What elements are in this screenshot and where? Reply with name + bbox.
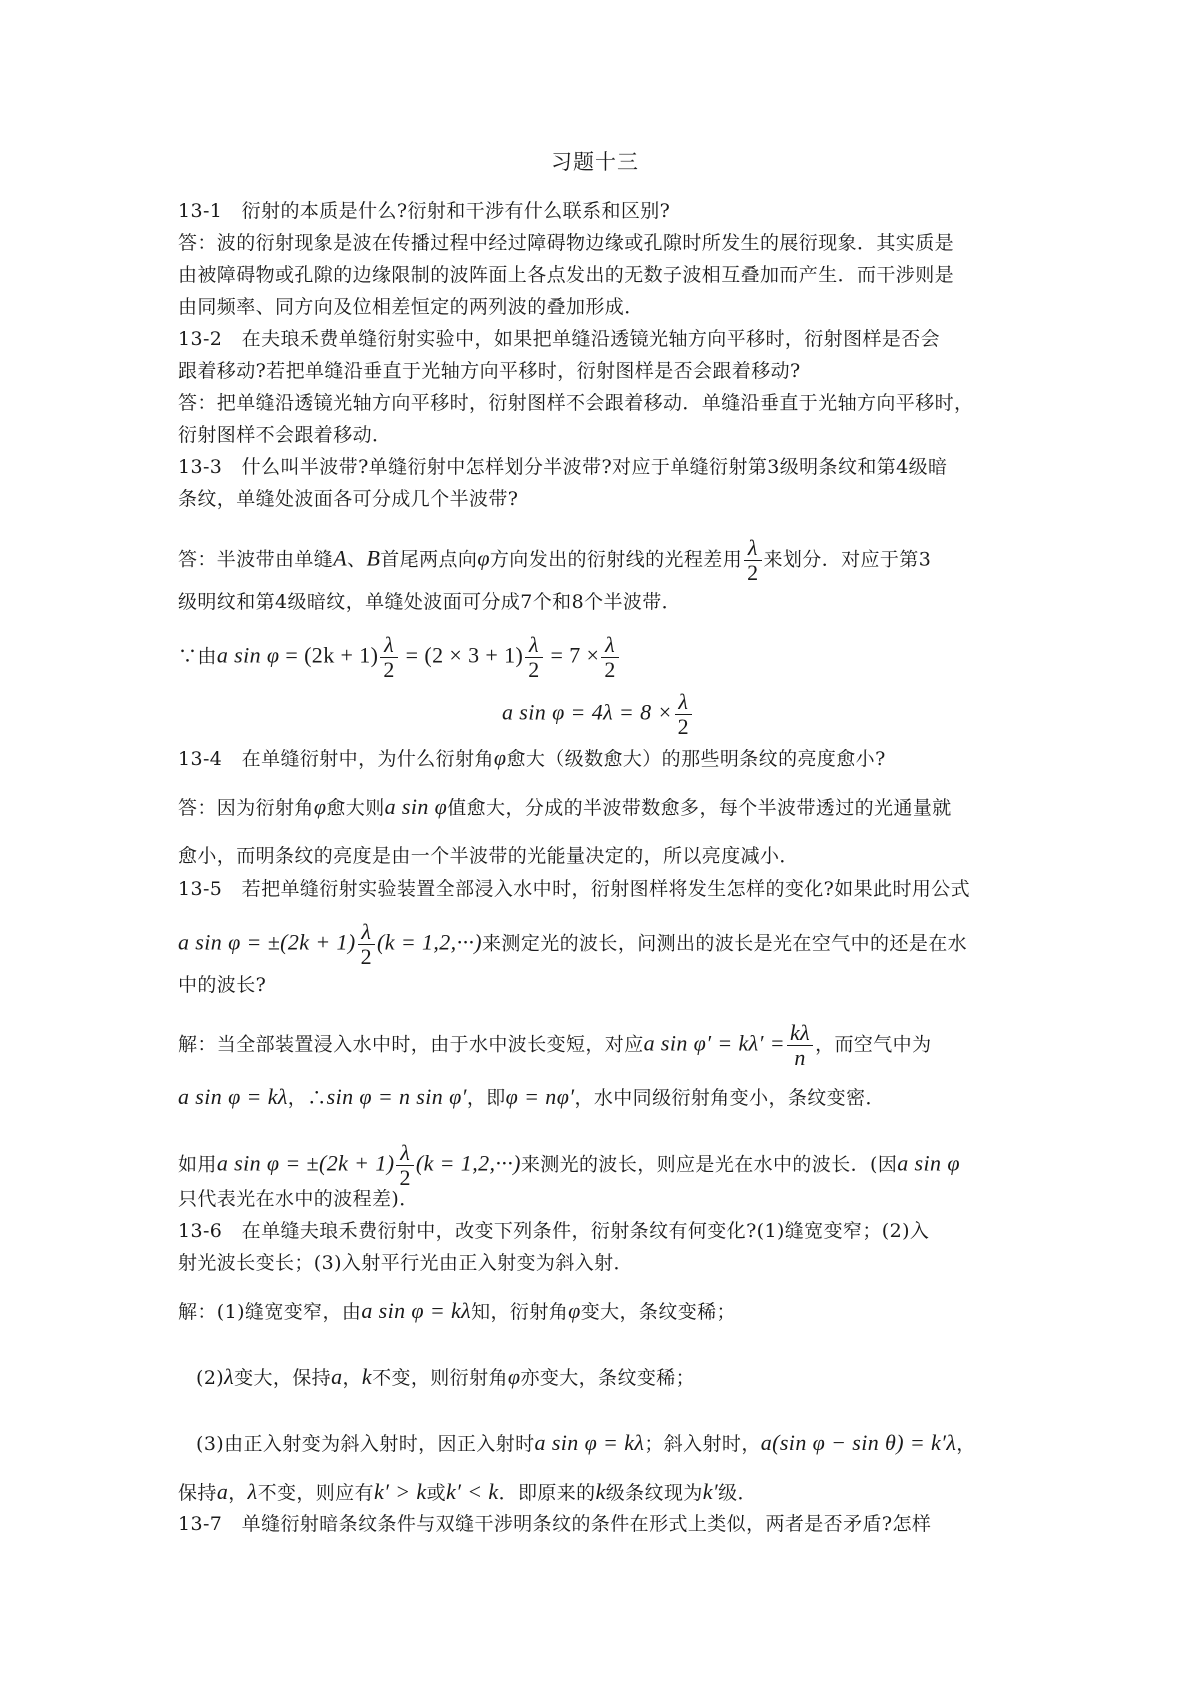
question-13-4: 13-4 在单缝衍射中，为什么衍射角φ愈大（级数愈大）的那些明条纹的亮度愈小? [178,745,886,770]
solution-13-6-part3: (3)由正入射变为斜入射时，因正入射时a sin φ = kλ；斜入射时，a(sin φ − sin θ) = k′λ， [196,1430,976,1455]
fraction-lambda-over-2: $\frac{\lambda}{2}$ [601,633,618,682]
solution-13-5-line1: 解：当全部装置浸入水中时，由于水中波长变短，对应a sin φ′ = kλ′ = $\frac{k\lambda}{n}$ ，而空气中为 [178,1020,932,1070]
var-A: A [333,545,348,571]
question-13-2: 13-2 在夫琅禾费单缝衍射实验中，如果把单缝沿透镜光轴方向平移时，衍射图样是否会 [178,328,941,350]
fraction-lambda-over-2: $\frac{\lambda}{2}$ [396,1141,413,1190]
question-line: 条纹，单缝处波面各可分成几个半波带? [178,488,519,510]
answer-line: 答：波的衍射现象是波在传播过程中经过障碍物边缘或孔隙时所发生的展衍现象．其实质是 [178,232,955,254]
question-13-1: 13-1 衍射的本质是什么?衍射和干涉有什么联系和区别? [178,200,671,222]
question-13-5-formula: a sin φ = ±(2k + 1) $\frac{\lambda}{2}$ (k = 1,2,···)来测定光的波长，问测出的波长是光在空气中的还是在水 [178,919,968,969]
answer-line: 由被障碍物或孔隙的边缘限制的波阵面上各点发出的无数子波相互叠加而产生．而干涉则是 [178,264,955,286]
answer-13-4-line2: 愈小，而明条纹的亮度是由一个半波带的光能量决定的，所以亮度减小． [178,845,799,867]
fraction-lambda-over-2: $\frac{\lambda}{2}$ [380,633,397,682]
solution-13-5-line2: a sin φ = kλ，∴sin φ = n sin φ′，即φ = nφ′，水中同级衍射角变小，条纹变密． [178,1084,885,1109]
solution-13-6-part2: (2)λ变大，保持a，k不变，则衍射角φ亦变大，条纹变稀； [196,1364,696,1389]
solution-13-5-line3: 如用a sin φ = ±(2k + 1) $\frac{\lambda}{2}$ (k = 1,2,···)来测光的波长，则应是光在水中的波长．(因a sin φ [178,1140,960,1190]
answer-line: 衍射图样不会跟着移动． [178,424,392,446]
question-line: 跟着移动?若把单缝沿垂直于光轴方向平移时，衍射图样是否会跟着移动? [178,360,801,382]
answer-13-3-line1: 答：半波带由单缝A、B首尾两点向φ方向发出的衍射线的光程差用 $\frac{\lambda}{2}$ 来划分．对应于第3 [178,535,932,585]
question-13-5-line3: 中的波长? [178,974,267,996]
solution-13-6-part1: 解：(1)缝宽变窄，由a sin φ = kλ知，衍射角φ变大，条纹变稀； [178,1298,736,1323]
equation-1: ∵由a sin φ = (2k + 1) $\frac{\lambda}{2}$ = (2 × 3 + 1) $\frac{\lambda}{2}$ = 7 × $\frac{\lambda}{2}$ [178,633,1018,682]
question-13-5: 13-5 若把单缝衍射实验装置全部浸入水中时，衍射图样将发生怎样的变化?如果此时用公式 [178,878,971,900]
fraction-lambda-over-2: $\frac{\lambda}{2}$ [675,690,692,739]
answer-line: 由同频率、同方向及位相差恒定的两列波的叠加形成． [178,296,644,318]
page-title: 习题十三 [551,150,639,174]
answer-13-4-line1: 答：因为衍射角φ愈大则a sin φ值愈大，分成的半波带数愈多，每个半波带透过的光通量就 [178,794,952,819]
answer-13-3-line2: 级明纹和第4级暗纹，单缝处波面可分成7个和8个半波带． [178,591,682,613]
fraction-lambda-over-2: $\frac{\lambda}{2}$ [744,536,761,585]
question-13-6-line2: 射光波长变长；(3)入射平行光由正入射变为斜入射． [178,1252,633,1274]
var-B: B [366,545,381,571]
fraction-lambda-over-2: $\frac{\lambda}{2}$ [525,633,542,682]
question-13-7: 13-7 单缝衍射暗条纹条件与双缝干涉明条纹的条件在形式上类似，两者是否矛盾?怎样 [178,1513,932,1535]
question-13-6: 13-6 在单缝夫琅禾费衍射中，改变下列条件，衍射条纹有何变化?(1)缝宽变窄；(2)入 [178,1220,930,1242]
solution-13-6-part4: 保持a，λ不变，则应有k′ > k或k′ < k．即原来的k级条纹现为k′级． [178,1479,757,1504]
fraction-k-lambda-over-n: $\frac{k\lambda}{n}$ [787,1021,813,1070]
var-phi: φ [477,545,490,571]
equation-2: a sin φ = 4λ = 8 × $\frac{\lambda}{2}$ [502,690,802,739]
solution-13-5-line4: 只代表光在水中的波程差)． [178,1188,419,1210]
answer-line: 答：把单缝沿透镜光轴方向平移时，衍射图样不会跟着移动．单缝沿垂直于光轴方向平移时， [178,392,974,414]
question-13-3: 13-3 什么叫半波带?单缝衍射中怎样划分半波带?对应于单缝衍射第3级明条纹和第4级暗 [178,456,948,478]
fraction-lambda-over-2: $\frac{\lambda}{2}$ [358,920,375,969]
